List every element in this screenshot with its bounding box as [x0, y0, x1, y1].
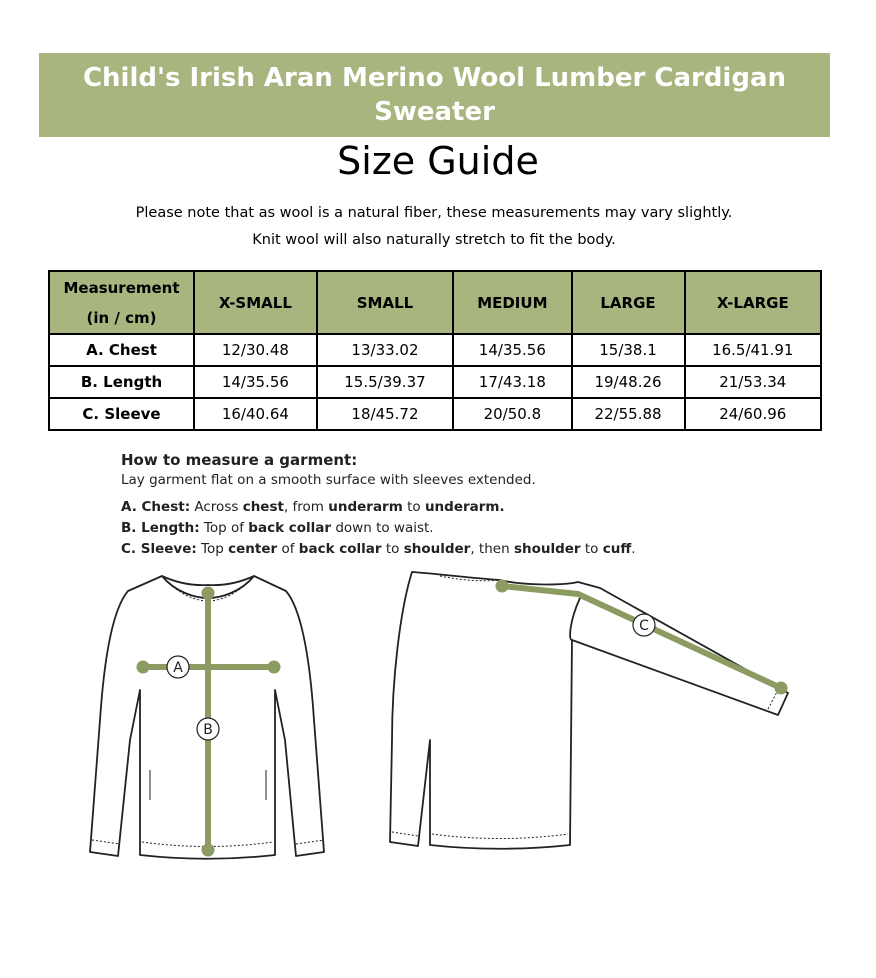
table-cell: 16.5/41.91	[685, 334, 821, 366]
table-cell: 15.5/39.37	[317, 366, 453, 398]
table-cell: 22/55.88	[572, 398, 685, 430]
size-table	[48, 270, 822, 431]
table-cell: 14/35.56	[194, 366, 317, 398]
garment-diagram	[0, 560, 876, 878]
svg-text:B: B	[203, 722, 213, 738]
measurement-header-label: Measurement	[63, 278, 180, 297]
table-cell: 14/35.56	[453, 334, 571, 366]
label-b-marker	[197, 718, 219, 740]
note-line-2: Knit wool will also naturally stretch to fit the body.	[252, 232, 616, 248]
size-header: X-LARGE	[685, 271, 821, 334]
sleeve-measure-line	[496, 580, 788, 695]
instruction-sleeve: C. Sleeve: Top center of back collar to shoulder, then shoulder to cuff.	[121, 541, 636, 557]
label-a-marker	[167, 656, 189, 678]
svg-text:C: C	[639, 618, 649, 634]
measurement-header	[49, 271, 194, 334]
page-title: Size Guide	[337, 139, 539, 183]
note-line-1: Please note that as wool is a natural fiber, these measurements may vary slightly.	[135, 205, 733, 221]
size-header: MEDIUM	[453, 271, 571, 334]
table-cell: 13/33.02	[317, 334, 453, 366]
table-cell: 12/30.48	[194, 334, 317, 366]
title-banner	[39, 53, 830, 137]
row-label: A. Chest	[49, 334, 194, 366]
row-label: C. Sleeve	[49, 398, 194, 430]
table-cell: 18/45.72	[317, 398, 453, 430]
instructions-intro: Lay garment flat on a smooth surface with sleeves extended.	[121, 472, 536, 488]
table-row	[49, 366, 821, 398]
product-title: Child's Irish Aran Merino Wool Lumber Cardigan Sweater	[82, 63, 787, 127]
instruction-length: B. Length: Top of back collar down to waist.	[121, 520, 434, 536]
instructions-heading: How to measure a garment:	[121, 451, 358, 469]
size-header: LARGE	[572, 271, 685, 334]
table-cell: 20/50.8	[453, 398, 571, 430]
table-header-row	[49, 271, 821, 334]
table-cell: 17/43.18	[453, 366, 571, 398]
instruction-chest: A. Chest: Across chest, from underarm to underarm.	[121, 499, 505, 515]
row-label: B. Length	[49, 366, 194, 398]
table-cell: 24/60.96	[685, 398, 821, 430]
table-row	[49, 398, 821, 430]
table-cell: 19/48.26	[572, 366, 685, 398]
table-cell: 15/38.1	[572, 334, 685, 366]
size-header: SMALL	[317, 271, 453, 334]
svg-text:A: A	[173, 660, 183, 676]
table-cell: 21/53.34	[685, 366, 821, 398]
label-c-marker	[633, 614, 655, 636]
measure-instructions	[121, 450, 636, 560]
size-header: X-SMALL	[194, 271, 317, 334]
back-sweater-outline	[390, 572, 788, 849]
table-cell: 16/40.64	[194, 398, 317, 430]
measurement-header-unit: (in / cm)	[86, 308, 157, 327]
table-row	[49, 334, 821, 366]
